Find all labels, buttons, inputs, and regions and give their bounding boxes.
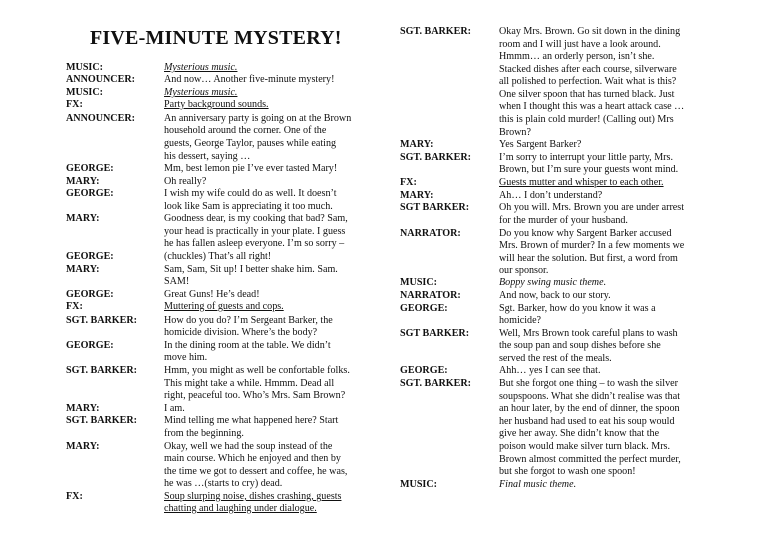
- dialogue-text: soupspoons. What she didn’t realise was that: [499, 391, 681, 402]
- script-line: [66, 503, 376, 516]
- script-line: [400, 403, 700, 416]
- dialogue-text: Ahh… yes I can see that.: [499, 365, 601, 376]
- dialogue-text: Boppy swing music theme.: [499, 277, 607, 288]
- dialogue-text: Sgt. Barker, how do you know it was a: [499, 303, 656, 314]
- dialogue-text: Brown?: [499, 127, 531, 138]
- dialogue-text: Sam, Sam, Sit up! I better shake him. Sam.: [164, 264, 338, 275]
- dialogue-text: Ah… I don’t understand?: [499, 190, 603, 201]
- speaker-label: MARY:: [400, 139, 434, 150]
- script-line: [400, 64, 700, 77]
- script-line: [400, 114, 700, 127]
- speaker-label: FX:: [400, 177, 417, 188]
- dialogue-text: an hour later, by the end of dinner, the spoon: [499, 403, 680, 414]
- dialogue-text: Soup slurping noise, dishes crashing, guests: [164, 491, 342, 502]
- script-line: [400, 139, 700, 152]
- script-line: [66, 378, 376, 391]
- dialogue-text: Mrs. Brown of murder? In a few moments we: [499, 240, 685, 251]
- dialogue-text: will hear the solution. But first, a word from: [499, 253, 678, 264]
- dialogue-text: And now… Another five-minute mystery!: [164, 74, 335, 85]
- speaker-label: SGT. BARKER:: [400, 378, 472, 389]
- speaker-label: FX:: [66, 301, 83, 312]
- dialogue-text: homicide?: [499, 315, 542, 326]
- dialogue-text: Do you know why Sargent Barker accused: [499, 228, 672, 239]
- script-line: [66, 315, 376, 328]
- dialogue-text: Hmmm… an orderly person, isn’t she.: [499, 51, 655, 62]
- dialogue-text: for the murder of your husband.: [499, 215, 628, 226]
- dialogue-text: Yes Sargent Barker?: [499, 139, 582, 150]
- dialogue-text: But she forgot one thing – to wash the silver: [499, 378, 678, 389]
- script-line: [66, 163, 376, 176]
- dialogue-text: I am.: [164, 403, 185, 414]
- dialogue-text: he was …(starts to cry) dead.: [164, 478, 283, 489]
- script-line: [400, 164, 700, 177]
- script-line: [400, 89, 700, 102]
- script-line: [400, 76, 700, 89]
- dialogue-text: her husband had used to eat his soup would: [499, 416, 675, 427]
- script-line: [66, 188, 376, 201]
- script-line: [66, 99, 376, 112]
- script-line: [66, 213, 376, 226]
- dialogue-text: One silver spoon that has turned black. Just: [499, 89, 675, 100]
- script-line: [66, 125, 376, 138]
- dialogue-text: Guests mutter and whisper to each other.: [499, 177, 664, 188]
- script-line: [66, 390, 376, 403]
- speaker-label: SGT. BARKER:: [66, 415, 138, 426]
- script-line: [400, 353, 700, 366]
- dialogue-text: Brown, but I’m sure your guests wont mind.: [499, 164, 679, 175]
- speaker-label: SGT. BARKER:: [66, 315, 138, 326]
- dialogue-text: An anniversary party is going on at the Brown: [164, 113, 352, 124]
- script-line: [400, 466, 700, 479]
- script-line: [400, 365, 700, 378]
- dialogue-text: Okay, well we had the soup instead of the: [164, 441, 333, 452]
- speaker-label: SGT. BARKER:: [66, 365, 138, 376]
- script-line: [66, 340, 376, 353]
- speaker-label: MARY:: [66, 213, 100, 224]
- dialogue-text: this is plain cold murder! (Calling out) Mrs: [499, 114, 674, 125]
- speaker-label: SGT. BARKER:: [400, 26, 472, 37]
- dialogue-text: the soup pan and soup dishes before she: [499, 340, 661, 351]
- speaker-label: NARRATOR:: [400, 228, 461, 239]
- dialogue-text: all polished to perfection. Wait what is this?: [499, 76, 677, 87]
- dialogue-text: poison would make silver turn black. Mrs.: [499, 441, 671, 452]
- script-line: [400, 479, 700, 492]
- dialogue-text: Well, Mrs Brown took careful plans to wash: [499, 328, 678, 339]
- script-line: [400, 416, 700, 429]
- script-line: [400, 51, 700, 64]
- script-line: [66, 87, 376, 100]
- speaker-label: FX:: [66, 99, 83, 110]
- script-line: [66, 289, 376, 302]
- dialogue-text: served the rest of the meals.: [499, 353, 612, 364]
- dialogue-text: give her away. She didn’t know that the: [499, 428, 660, 439]
- dialogue-text: chatting and laughing under dialogue.: [164, 503, 317, 514]
- script-line: [66, 113, 376, 126]
- dialogue-text: Party background sounds.: [164, 99, 269, 110]
- speaker-label: GEORGE:: [66, 251, 114, 262]
- script-line: [66, 201, 376, 214]
- dialogue-text: Final music theme.: [499, 479, 577, 490]
- speaker-label: MARY:: [400, 190, 434, 201]
- speaker-label: GEORGE:: [66, 163, 114, 174]
- script-line: [400, 240, 700, 253]
- speaker-label: SGT BARKER:: [400, 202, 470, 213]
- script-line: [66, 251, 376, 264]
- dialogue-text: (chuckles) That’s all right!: [164, 251, 272, 262]
- dialogue-text: Goodness dear, is my cooking that bad? Sam,: [164, 213, 348, 224]
- script-line: [66, 453, 376, 466]
- speaker-label: GEORGE:: [66, 188, 114, 199]
- dialogue-text: right, peaceful too. Who’s Mrs. Sam Brown?: [164, 390, 346, 401]
- script-line: [66, 238, 376, 251]
- dialogue-text: look like Sam is appreciating it too much.: [164, 201, 333, 212]
- dialogue-text: Oh you will. Mrs. Brown you are under arrest: [499, 202, 685, 213]
- script-line: [66, 301, 376, 314]
- speaker-label: SGT BARKER:: [400, 328, 470, 339]
- dialogue-text: the time we got to dessert and coffee, he was,: [164, 466, 348, 477]
- dialogue-text: SAM!: [164, 276, 190, 287]
- speaker-label: MUSIC:: [400, 479, 438, 490]
- dialogue-text: In the dining room at the table. We didn’t: [164, 340, 331, 351]
- script-line: [66, 151, 376, 164]
- dialogue-text: Muttering of guests and cops.: [164, 301, 284, 312]
- dialogue-text: Mysterious music.: [164, 62, 238, 73]
- script-line: [66, 441, 376, 454]
- dialogue-text: his dessert, saying …: [164, 151, 251, 162]
- script-line: [66, 403, 376, 416]
- speaker-label: NARRATOR:: [400, 290, 461, 301]
- script-line: [66, 276, 376, 289]
- dialogue-text: Mysterious music.: [164, 87, 238, 98]
- dialogue-text: but she forgot to wash one spoon!: [499, 466, 636, 477]
- dialogue-text: homicide division. Where’s the body?: [164, 327, 318, 338]
- dialogue-text: Oh really?: [164, 176, 207, 187]
- script-line: [400, 228, 700, 241]
- script-line: [400, 253, 700, 266]
- speaker-label: ANNOUNCER:: [66, 74, 135, 85]
- script-line: [400, 340, 700, 353]
- script-line: [66, 491, 376, 504]
- page-title: FIVE-MINUTE MYSTERY!: [90, 27, 342, 49]
- script-line: [66, 352, 376, 365]
- dialogue-text: room and I will just have a look around.: [499, 39, 661, 50]
- script-line: [66, 478, 376, 491]
- dialogue-text: main course. Which he enjoyed and then by: [164, 453, 341, 464]
- dialogue-text: guests, George Taylor, pauses while eating: [164, 138, 337, 149]
- dialogue-text: Brown almost committed the perfect murder,: [499, 454, 681, 465]
- script-line: [400, 190, 700, 203]
- script-line: [66, 138, 376, 151]
- speaker-label: GEORGE:: [66, 289, 114, 300]
- script-line: [66, 74, 376, 87]
- script-line: [400, 177, 700, 190]
- speaker-label: GEORGE:: [400, 303, 448, 314]
- script-line: [400, 26, 700, 39]
- script-line: [66, 226, 376, 239]
- script-line: [400, 290, 700, 303]
- script-line: [66, 327, 376, 340]
- speaker-label: MUSIC:: [400, 277, 438, 288]
- dialogue-text: when I thought this was a heart attack case …: [499, 101, 685, 112]
- dialogue-text: our sponsor.: [499, 265, 549, 276]
- script-line: [400, 39, 700, 52]
- speaker-label: GEORGE:: [400, 365, 448, 376]
- dialogue-text: Mind telling me what happened here? Start: [164, 415, 339, 426]
- script-line: [400, 454, 700, 467]
- script-line: [400, 315, 700, 328]
- dialogue-text: I wish my wife could do as well. It doesn’t: [164, 188, 337, 199]
- dialogue-text: How do you do? I’m Sergeant Barker, the: [164, 315, 333, 326]
- dialogue-text: And now, back to our story.: [499, 290, 611, 301]
- script-line: [400, 101, 700, 114]
- dialogue-text: household around the corner. One of the: [164, 125, 327, 136]
- script-line: [400, 391, 700, 404]
- dialogue-text: from the beginning.: [164, 428, 244, 439]
- speaker-label: MUSIC:: [66, 87, 104, 98]
- speaker-label: MARY:: [66, 441, 100, 452]
- script-line: [400, 215, 700, 228]
- speaker-label: SGT. BARKER:: [400, 152, 472, 163]
- script-line: [400, 277, 700, 290]
- speaker-label: FX:: [66, 491, 83, 502]
- dialogue-text: move him.: [164, 352, 208, 363]
- dialogue-text: Great Guns! He’s dead!: [164, 289, 260, 300]
- dialogue-text: Stacked dishes after each course, silverware: [499, 64, 677, 75]
- script-line: [400, 303, 700, 316]
- script-line: [400, 328, 700, 341]
- script-line: [400, 127, 700, 140]
- dialogue-text: he has fallen asleep everyone. I’m so sorry –: [164, 238, 345, 249]
- dialogue-text: your head is practically in your plate. I guess: [164, 226, 346, 237]
- speaker-label: MARY:: [66, 403, 100, 414]
- script-line: [66, 466, 376, 479]
- script-line: [400, 265, 700, 278]
- script-line: [400, 378, 700, 391]
- speaker-label: ANNOUNCER:: [66, 113, 135, 124]
- dialogue-text: I’m sorry to interrupt your little party, Mrs.: [499, 152, 673, 163]
- script-line: [66, 176, 376, 189]
- dialogue-text: Hmm, you might as well be confortable folks.: [164, 365, 350, 376]
- script-line: [66, 428, 376, 441]
- speaker-label: GEORGE:: [66, 340, 114, 351]
- script-line: [66, 264, 376, 277]
- dialogue-text: Okay Mrs. Brown. Go sit down in the dining: [499, 26, 681, 37]
- script-line: [66, 62, 376, 75]
- dialogue-text: Mm, best lemon pie I’ve ever tasted Mary!: [164, 163, 338, 174]
- script-line: [400, 428, 700, 441]
- script-line: [400, 152, 700, 165]
- speaker-label: MUSIC:: [66, 62, 104, 73]
- speaker-label: MARY:: [66, 264, 100, 275]
- script-line: [66, 365, 376, 378]
- script-line: [400, 441, 700, 454]
- speaker-label: MARY:: [66, 176, 100, 187]
- dialogue-text: This might take a while. Hmmm. Dead all: [164, 378, 335, 389]
- script-line: [66, 415, 376, 428]
- script-line: [400, 202, 700, 215]
